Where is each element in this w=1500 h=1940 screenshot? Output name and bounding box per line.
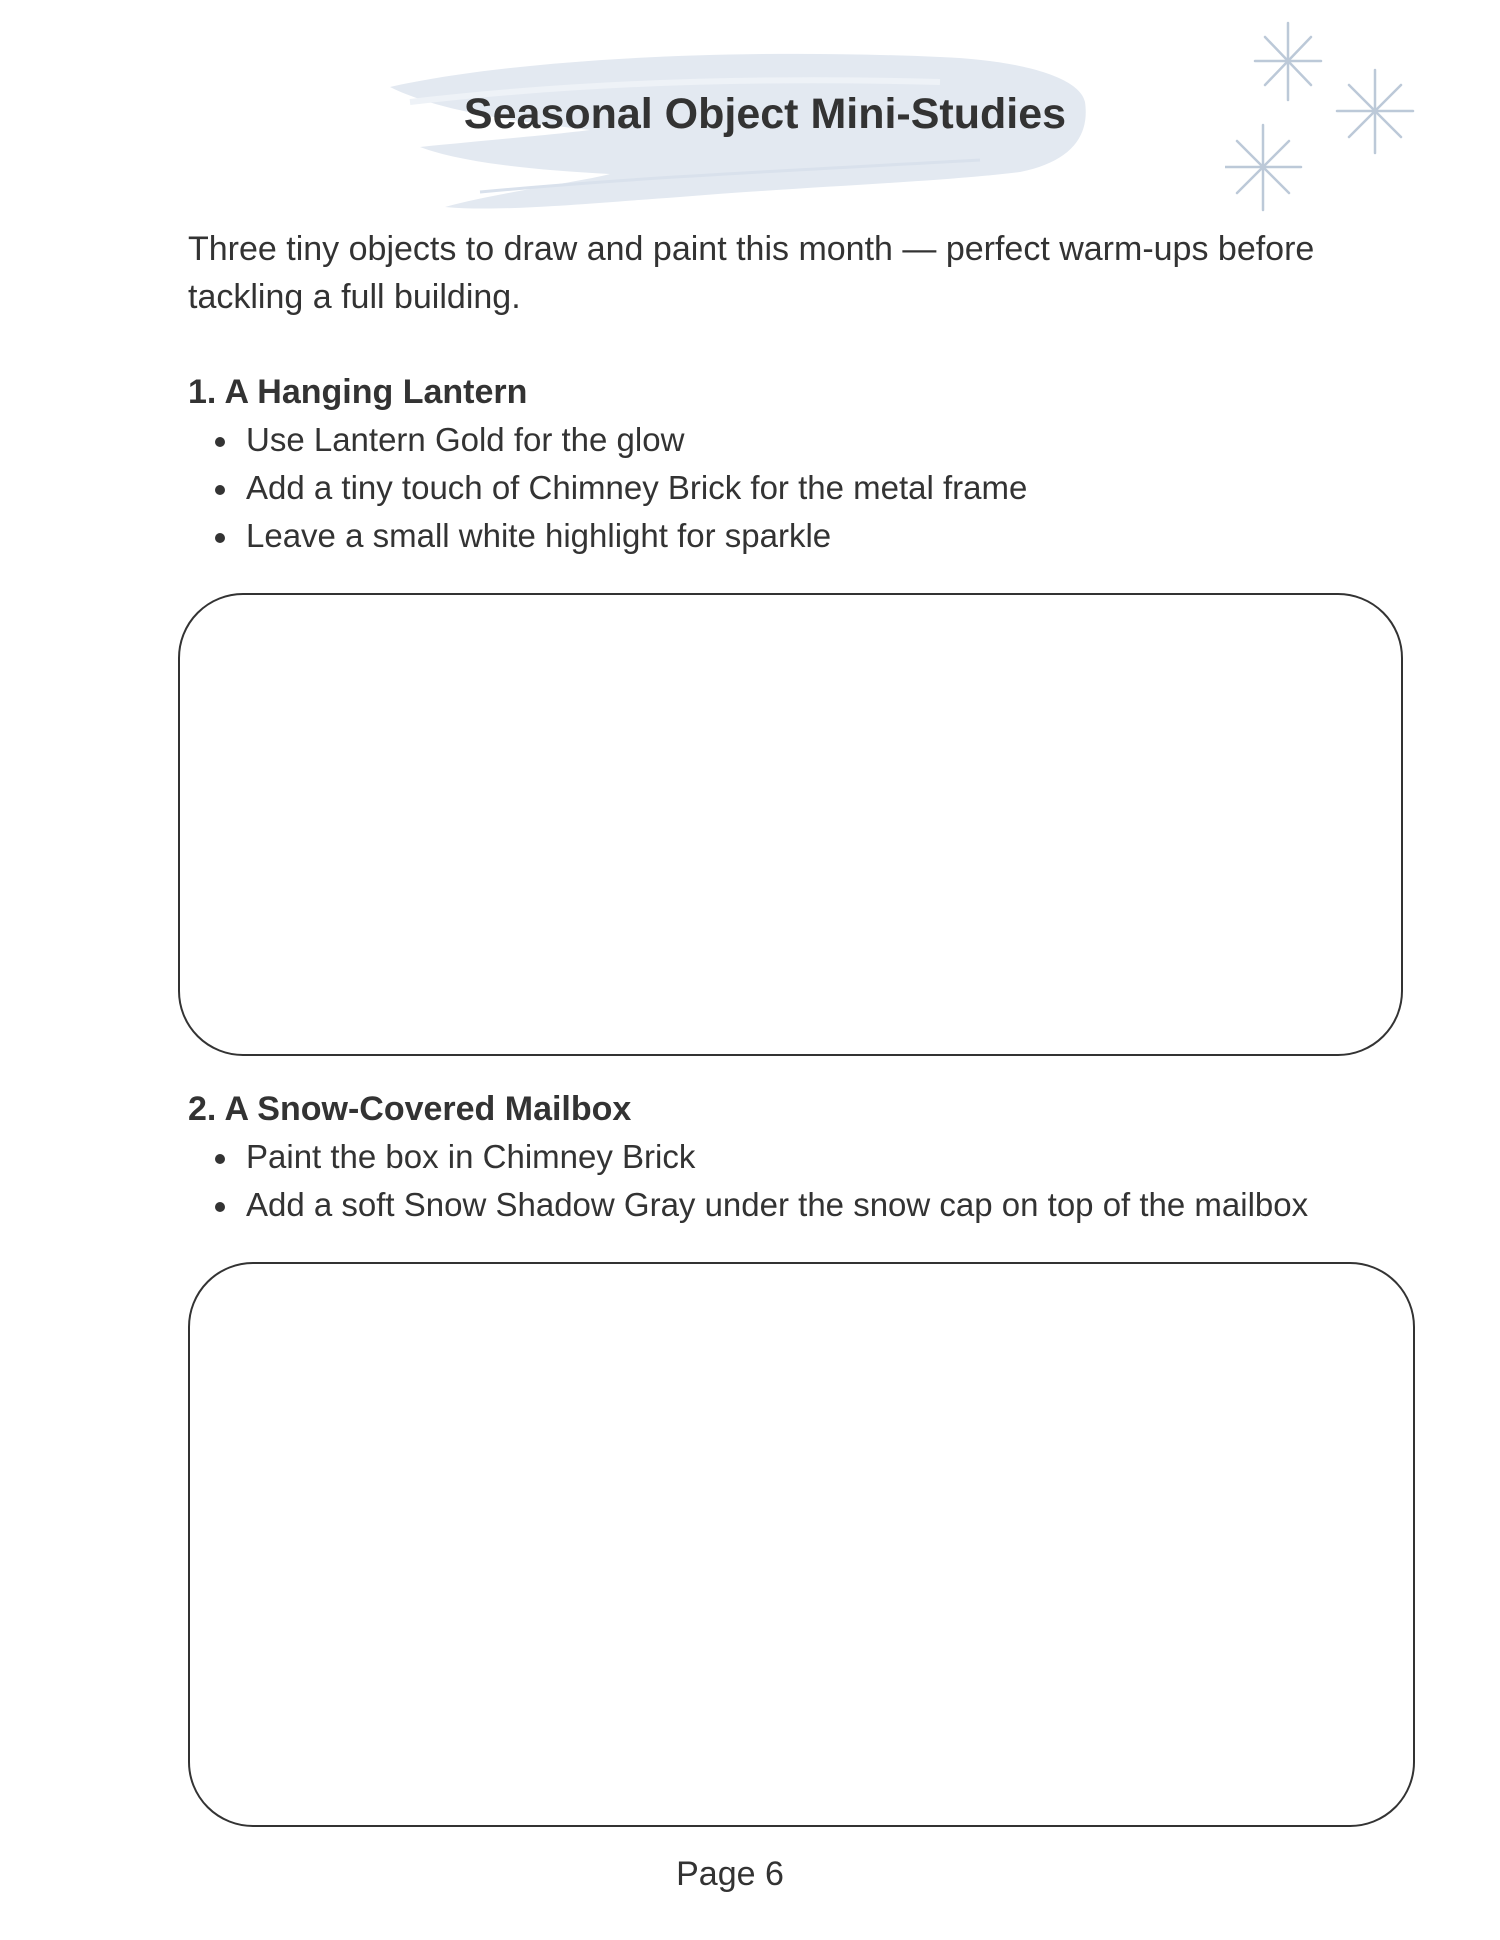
bullet-dot-icon	[215, 485, 225, 495]
lantern-drawing-box[interactable]	[178, 593, 1403, 1056]
bullet-dot-icon	[215, 533, 225, 543]
page-number: Page 6	[676, 1855, 784, 1893]
list-item	[188, 416, 1027, 464]
bullet-text: Add a tiny touch of Chimney Brick for the metal frame	[246, 469, 1028, 506]
bullet-dot-icon	[215, 1154, 225, 1164]
bullet-dot-icon	[215, 437, 225, 447]
bullet-text: Leave a small white highlight for sparkle	[246, 517, 832, 554]
mailbox-bullet-list	[188, 1133, 1308, 1229]
bullet-dot-icon	[215, 1202, 225, 1212]
page-title: Seasonal Object Mini-Studies	[463, 90, 1067, 138]
bullet-text: Add a soft Snow Shadow Gray under the snow cap on top of the mailbox	[246, 1186, 1309, 1223]
list-item	[188, 1181, 1308, 1229]
bullet-text: Use Lantern Gold for the glow	[246, 421, 685, 458]
list-item	[188, 464, 1027, 512]
section-heading-lantern: 1. A Hanging Lantern	[188, 373, 528, 411]
list-item	[188, 1133, 1308, 1181]
lantern-bullet-list	[188, 416, 1027, 560]
bullet-text: Paint the box in Chimney Brick	[246, 1138, 696, 1175]
intro-text: Three tiny objects to draw and paint this month — perfect warm-ups before tackling a full building.	[188, 230, 1315, 316]
mailbox-drawing-box[interactable]	[188, 1262, 1415, 1827]
list-item	[188, 512, 1027, 560]
section-heading-mailbox: 2. A Snow-Covered Mailbox	[188, 1090, 632, 1128]
